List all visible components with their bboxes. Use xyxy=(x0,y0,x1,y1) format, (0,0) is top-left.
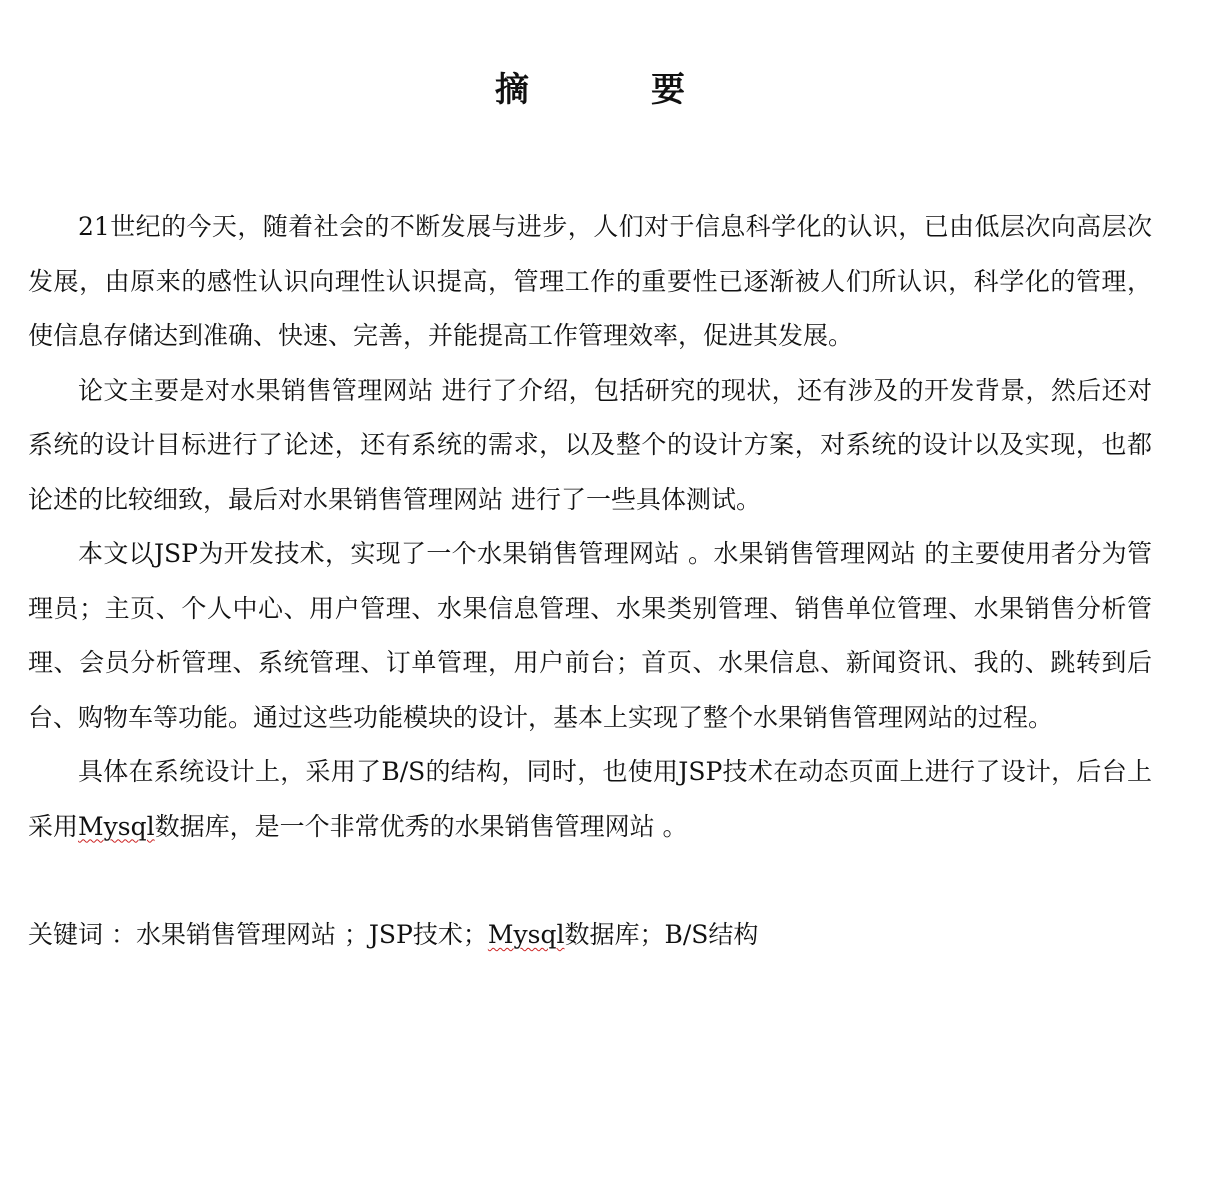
paragraph-4-text-a: 具体在系统设计上，采用了B/S的结构，同时，也使用JSP技术在动态页面上进行了设计，后台上采用 xyxy=(28,757,1152,841)
abstract-body xyxy=(28,200,1152,854)
abstract-paragraph-4 xyxy=(28,745,1152,854)
abstract-title: 摘 要 xyxy=(495,70,729,110)
abstract-paragraph-2: 论文主要是对水果销售管理网站 进行了介绍，包括研究的现状，还有涉及的开发背景，然后还对系统的设计目标进行了论述，还有系统的需求，以及整个的设计方案，对系统的设计以及实现，也都论述的比较细致，最后对水果销售管理网站 进行了一些具体测试。 xyxy=(28,375,1152,514)
mysql-spellcheck-word: Mysql xyxy=(78,811,155,841)
paragraph-4-text-b: 数据库，是一个非常优秀的水果销售管理网站 。 xyxy=(154,811,688,841)
keywords-label: 关键词 ： xyxy=(28,920,136,949)
keyword-3-mysql: Mysql xyxy=(487,920,565,949)
abstract-paragraph-1: 21世纪的今天，随着社会的不断发展与进步，人们对于信息科学化的认识，已由低层次向高层次发展，由原来的感性认识向理性认识提高，管理工作的重要性已逐渐被人们所认识，科学化的管理，使信息存储达到准确、快速、完善，并能提高工作管理效率，促进其发展。 xyxy=(28,212,1152,350)
keyword-2: JSP技术； xyxy=(368,920,488,949)
document-page xyxy=(28,0,1152,963)
keyword-4: B/S结构 xyxy=(664,920,759,949)
keyword-1: 水果销售管理网站 ； xyxy=(135,920,369,949)
keywords-line xyxy=(28,908,1152,963)
abstract-paragraph-3: 本文以JSP为开发技术，实现了一个水果销售管理网站 。水果销售管理网站 的主要使用者分为管理员；主页、个人中心、用户管理、水果信息管理、水果类别管理、销售单位管理、水果销售分析管理、会员分析管理、系统管理、订单管理，用户前台；首页、水果信息、新闻资讯、我的、跳转到后台、购物车等功能。通过这些功能模块的设计，基本上实现了整个水果销售管理网站的过程。 xyxy=(28,539,1152,732)
keyword-3-rest: 数据库； xyxy=(564,920,665,949)
